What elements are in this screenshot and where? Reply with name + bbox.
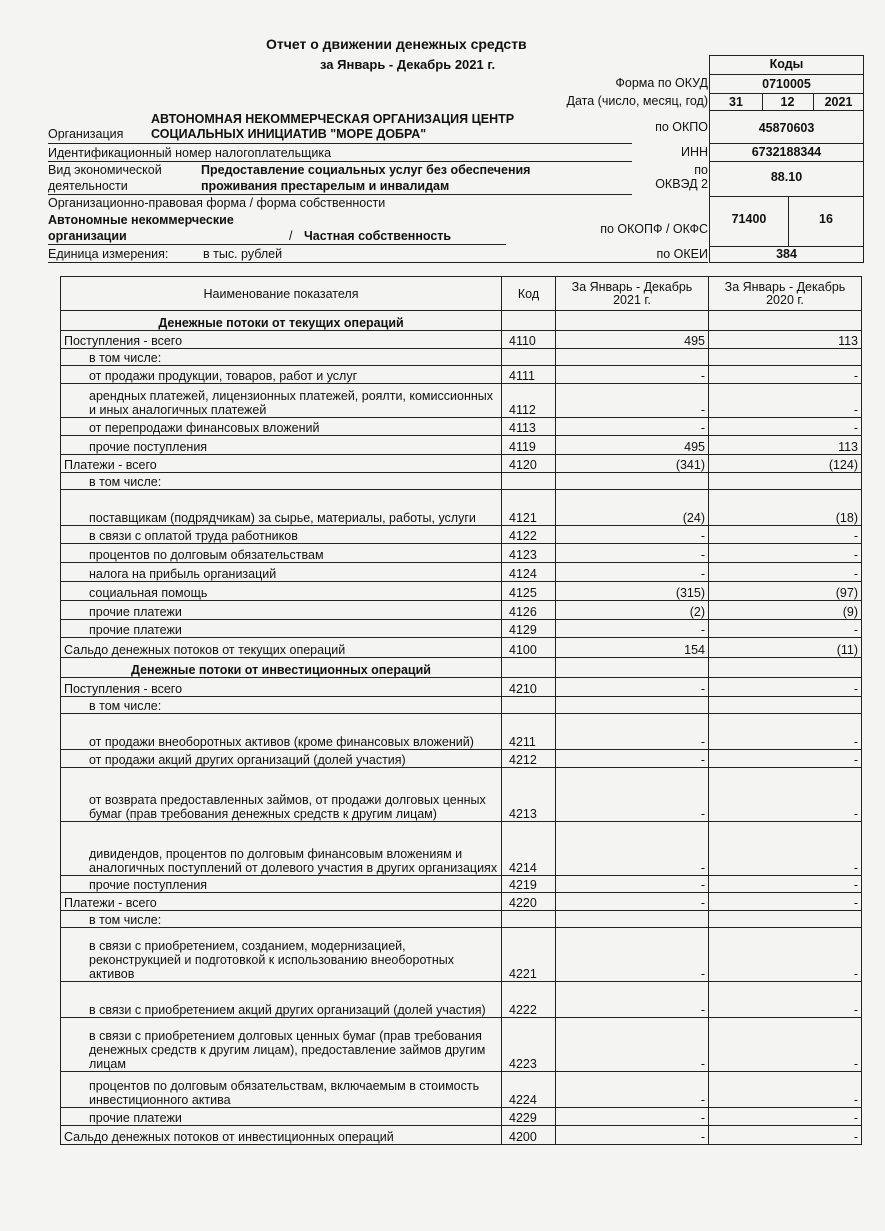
row-name: социальная помощь xyxy=(61,582,502,601)
header-2020: За Январь - Декабрь 2020 г. xyxy=(709,277,862,311)
row-code: 4123 xyxy=(502,544,556,563)
row-value-2020: - xyxy=(709,384,862,418)
row-code: 4229 xyxy=(502,1108,556,1126)
okei-label: по ОКЕИ xyxy=(656,247,708,261)
row-name: Сальдо денежных потоков от инвестиционных операций xyxy=(61,1126,502,1145)
row-value-2020 xyxy=(709,311,862,331)
row-value-2020 xyxy=(709,911,862,928)
row-value-2021: 154 xyxy=(556,638,709,658)
row-code: 4213 xyxy=(502,768,556,822)
okved-label-1: по xyxy=(694,163,708,177)
table-row xyxy=(61,582,862,601)
row-value-2020: - xyxy=(709,418,862,436)
header-code: Код xyxy=(502,277,556,311)
row-value-2020: - xyxy=(709,1126,862,1145)
table-row xyxy=(61,384,862,418)
inn-text-label: Идентификационный номер налогоплательщика xyxy=(48,146,332,160)
row-code: 4211 xyxy=(502,714,556,750)
row-value-2020 xyxy=(709,658,862,678)
row-value-2020: - xyxy=(709,714,862,750)
row-code: 4214 xyxy=(502,822,556,876)
form-line-1: Автономные некоммерческие xyxy=(48,213,234,227)
row-value-2020: - xyxy=(709,1108,862,1126)
form-line-2: организации xyxy=(48,229,127,243)
row-value-2020: 113 xyxy=(709,331,862,349)
row-code: 4221 xyxy=(502,928,556,982)
okud-label: Форма по ОКУД xyxy=(615,76,708,90)
row-name: Поступления - всего xyxy=(61,678,502,697)
row-value-2021: - xyxy=(556,928,709,982)
table-row xyxy=(61,893,862,911)
form-label: Организационно-правовая форма / форма собственности xyxy=(48,196,386,210)
row-code: 4124 xyxy=(502,563,556,582)
org-name-line-2: СОЦИАЛЬНЫХ ИНИЦИАТИВ "МОРЕ ДОБРА" xyxy=(151,127,427,141)
row-value-2020: (124) xyxy=(709,455,862,473)
row-value-2021: - xyxy=(556,418,709,436)
row-value-2020: - xyxy=(709,893,862,911)
row-value-2020: - xyxy=(709,822,862,876)
table-row xyxy=(61,768,862,822)
row-value-2021: - xyxy=(556,1126,709,1145)
row-code xyxy=(502,911,556,928)
activity-line-1: Предоставление социальных услуг без обеспечения xyxy=(201,163,531,177)
row-name: в связи с приобретением акций других организаций (долей участия) xyxy=(61,982,502,1018)
date-label: Дата (число, месяц, год) xyxy=(566,94,708,108)
row-code: 4212 xyxy=(502,750,556,768)
table-row xyxy=(61,473,862,490)
row-name: в связи с приобретением, созданием, модернизацией, реконструкцией и подготовкой к использованию внеоборотных активов xyxy=(61,928,502,982)
row-value-2020: - xyxy=(709,768,862,822)
row-code: 4113 xyxy=(502,418,556,436)
table-row xyxy=(61,620,862,638)
ownership-value: Частная собственность xyxy=(304,229,452,243)
report-title: Отчет о движении денежных средств xyxy=(266,36,527,52)
row-value-2020: - xyxy=(709,563,862,582)
table-row xyxy=(61,349,862,366)
date-month: 12 xyxy=(780,95,795,109)
okopf-value: 71400 xyxy=(731,212,767,226)
row-value-2020: (9) xyxy=(709,601,862,620)
row-value-2020: - xyxy=(709,620,862,638)
row-name: в связи с приобретением долговых ценных бумаг (прав требования денежных средств к другим лицам), предоставление займов другим лицам xyxy=(61,1018,502,1072)
row-value-2020: - xyxy=(709,1072,862,1108)
okopf-label: по ОКОПФ / ОКФС xyxy=(600,222,708,236)
row-value-2020: - xyxy=(709,366,862,384)
okud-value: 0710005 xyxy=(762,77,811,91)
table-row xyxy=(61,928,862,982)
row-value-2020 xyxy=(709,473,862,490)
table-row xyxy=(61,544,862,563)
table-row xyxy=(61,1108,862,1126)
section-header-row xyxy=(61,311,862,331)
date-day: 31 xyxy=(729,95,743,109)
row-name: дивидендов, процентов по долговым финансовым вложениям и аналогичных поступлений от долевого участия в других организациях xyxy=(61,822,502,876)
row-value-2020: 113 xyxy=(709,436,862,455)
row-code xyxy=(502,473,556,490)
row-name: поставщикам (подрядчикам) за сырье, материалы, работы, услуги xyxy=(61,490,502,526)
row-value-2020: - xyxy=(709,678,862,697)
header-2021: За Январь - Декабрь 2021 г. xyxy=(556,277,709,311)
table-row xyxy=(61,697,862,714)
row-name: от продажи продукции, товаров, работ и услуг xyxy=(61,366,502,384)
inn-value: 6732188344 xyxy=(751,145,822,159)
activity-line-2: проживания престарелым и инвалидам xyxy=(201,179,450,193)
okved-value: 88.10 xyxy=(770,170,803,184)
row-name: в том числе: xyxy=(61,473,502,490)
row-value-2021: - xyxy=(556,714,709,750)
table-row xyxy=(61,490,862,526)
row-value-2020: (11) xyxy=(709,638,862,658)
row-name: Платежи - всего xyxy=(61,893,502,911)
table-row xyxy=(61,714,862,750)
row-value-2020: - xyxy=(709,982,862,1018)
row-value-2020: (97) xyxy=(709,582,862,601)
table-row xyxy=(61,1018,862,1072)
row-name: от возврата предоставленных займов, от продажи долговых ценных бумаг (прав требования денежных средств к другим лицам) xyxy=(61,768,502,822)
table-row xyxy=(61,601,862,620)
row-code xyxy=(502,349,556,366)
unit-label: Единица измерения: xyxy=(48,247,169,261)
row-value-2020: - xyxy=(709,928,862,982)
row-name: Денежные потоки от инвестиционных операций xyxy=(61,658,502,678)
row-value-2021 xyxy=(556,311,709,331)
row-name: прочие поступления xyxy=(61,436,502,455)
table-row xyxy=(61,638,862,658)
okei-value: 384 xyxy=(776,247,797,261)
table-header-row xyxy=(61,277,862,311)
okfs-value: 16 xyxy=(819,212,833,226)
table-row xyxy=(61,982,862,1018)
row-value-2020: - xyxy=(709,544,862,563)
row-code: 4210 xyxy=(502,678,556,697)
row-code: 4119 xyxy=(502,436,556,455)
row-name: прочие поступления xyxy=(61,876,502,893)
row-value-2021: - xyxy=(556,563,709,582)
row-name: в связи с оплатой труда работников xyxy=(61,526,502,544)
table-row xyxy=(61,563,862,582)
row-name: процентов по долговым обязательствам, включаемым в стоимость инвестиционного актива xyxy=(61,1072,502,1108)
row-code: 4220 xyxy=(502,893,556,911)
row-name: Поступления - всего xyxy=(61,331,502,349)
row-value-2020: - xyxy=(709,1018,862,1072)
row-name: прочие платежи xyxy=(61,1108,502,1126)
row-value-2021: (24) xyxy=(556,490,709,526)
row-name: процентов по долговым обязательствам xyxy=(61,544,502,563)
header-name: Наименование показателя xyxy=(61,277,502,311)
row-name: прочие платежи xyxy=(61,601,502,620)
row-value-2021: 495 xyxy=(556,436,709,455)
row-value-2021: - xyxy=(556,366,709,384)
row-code: 4200 xyxy=(502,1126,556,1145)
row-name: в том числе: xyxy=(61,349,502,366)
row-name: от продажи акций других организаций (долей участия) xyxy=(61,750,502,768)
row-name: от продажи внеоборотных активов (кроме финансовых вложений) xyxy=(61,714,502,750)
row-value-2021: (2) xyxy=(556,601,709,620)
inn-label: ИНН xyxy=(680,145,708,159)
table-row xyxy=(61,822,862,876)
okpo-value: 45870603 xyxy=(758,121,815,135)
row-name: в том числе: xyxy=(61,911,502,928)
row-value-2021: - xyxy=(556,526,709,544)
row-name: в том числе: xyxy=(61,697,502,714)
row-value-2021 xyxy=(556,697,709,714)
row-code xyxy=(502,697,556,714)
row-value-2021 xyxy=(556,473,709,490)
row-name: Платежи - всего xyxy=(61,455,502,473)
row-code: 4111 xyxy=(502,366,556,384)
row-value-2021 xyxy=(556,658,709,678)
row-code: 4100 xyxy=(502,638,556,658)
row-value-2020 xyxy=(709,349,862,366)
table-row xyxy=(61,911,862,928)
row-name: от перепродажи финансовых вложений xyxy=(61,418,502,436)
row-value-2021: 495 xyxy=(556,331,709,349)
row-value-2021: - xyxy=(556,384,709,418)
row-code: 4224 xyxy=(502,1072,556,1108)
table-row xyxy=(61,876,862,893)
row-code: 4223 xyxy=(502,1018,556,1072)
row-value-2021: (315) xyxy=(556,582,709,601)
row-value-2021: - xyxy=(556,1018,709,1072)
okved-label-2: ОКВЭД 2 xyxy=(655,177,708,191)
row-code: 4125 xyxy=(502,582,556,601)
row-name: Денежные потоки от текущих операций xyxy=(61,311,502,331)
row-value-2021: - xyxy=(556,768,709,822)
row-code: 4219 xyxy=(502,876,556,893)
row-value-2021: - xyxy=(556,678,709,697)
row-name: арендных платежей, лицензионных платежей, роялти, комиссионных и иных аналогичных платежей xyxy=(61,384,502,418)
row-value-2021: (341) xyxy=(556,455,709,473)
row-value-2021 xyxy=(556,349,709,366)
table-row xyxy=(61,1072,862,1108)
unit-value: в тыс. рублей xyxy=(203,247,283,261)
row-code: 4110 xyxy=(502,331,556,349)
table-row xyxy=(61,526,862,544)
row-code xyxy=(502,658,556,678)
row-code: 4129 xyxy=(502,620,556,638)
row-value-2021: - xyxy=(556,982,709,1018)
row-name: Сальдо денежных потоков от текущих операций xyxy=(61,638,502,658)
row-value-2020 xyxy=(709,697,862,714)
row-code: 4222 xyxy=(502,982,556,1018)
form-separator: / xyxy=(289,229,293,243)
row-code: 4112 xyxy=(502,384,556,418)
row-value-2020: - xyxy=(709,876,862,893)
row-value-2021: - xyxy=(556,1072,709,1108)
activity-label-1: Вид экономической xyxy=(48,163,162,177)
report-period: за Январь - Декабрь 2021 г. xyxy=(320,57,496,72)
date-year: 2021 xyxy=(824,95,853,109)
row-value-2021: - xyxy=(556,544,709,563)
section-header-row xyxy=(61,658,862,678)
row-value-2021 xyxy=(556,911,709,928)
activity-label-2: деятельности xyxy=(48,179,128,193)
table-row xyxy=(61,1126,862,1145)
table-row xyxy=(61,366,862,384)
row-code: 4121 xyxy=(502,490,556,526)
row-name: прочие платежи xyxy=(61,620,502,638)
row-name: налога на прибыль организаций xyxy=(61,563,502,582)
row-code: 4126 xyxy=(502,601,556,620)
row-value-2021: - xyxy=(556,750,709,768)
row-code: 4122 xyxy=(502,526,556,544)
row-value-2021: - xyxy=(556,876,709,893)
row-value-2021: - xyxy=(556,893,709,911)
okpo-label: по ОКПО xyxy=(655,120,708,134)
row-value-2020: - xyxy=(709,526,862,544)
org-name-line-1: АВТОНОМНАЯ НЕКОММЕРЧЕСКАЯ ОРГАНИЗАЦИЯ ЦЕНТР xyxy=(151,112,515,126)
row-code xyxy=(502,311,556,331)
table-row xyxy=(61,678,862,697)
table-row xyxy=(61,436,862,455)
codes-header: Коды xyxy=(769,57,804,71)
org-label: Организация xyxy=(48,127,124,141)
row-value-2021: - xyxy=(556,822,709,876)
cash-flow-table xyxy=(60,276,862,1145)
row-value-2020: - xyxy=(709,750,862,768)
row-value-2021: - xyxy=(556,620,709,638)
table-row xyxy=(61,750,862,768)
row-value-2021: - xyxy=(556,1108,709,1126)
codes-box xyxy=(709,55,864,263)
table-row xyxy=(61,331,862,349)
table-row xyxy=(61,455,862,473)
table-row xyxy=(61,418,862,436)
row-value-2020: (18) xyxy=(709,490,862,526)
row-code: 4120 xyxy=(502,455,556,473)
